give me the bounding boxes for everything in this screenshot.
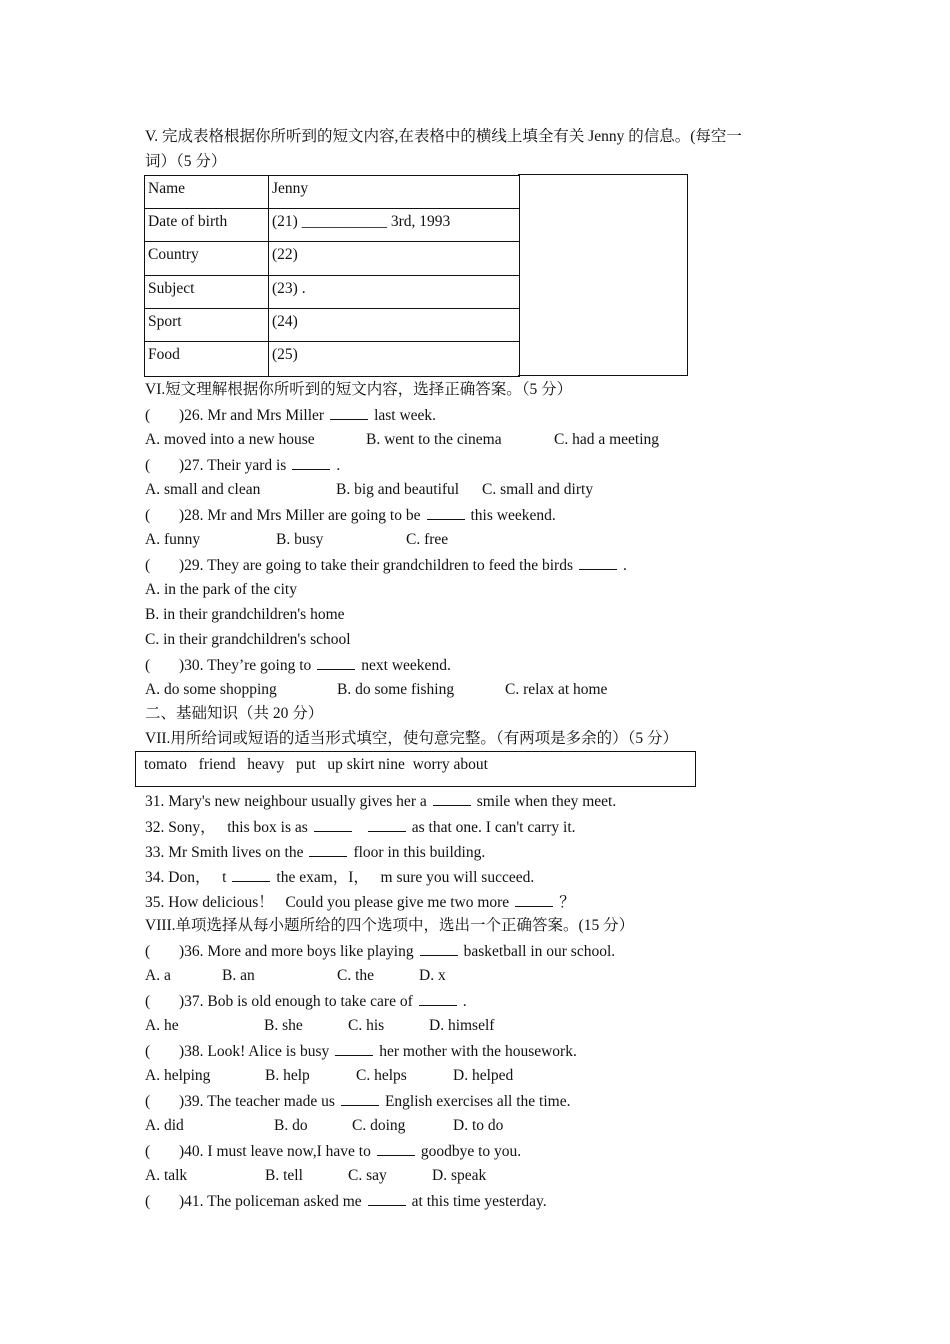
question-30: ( )30. They’re going to next weekend.: [145, 657, 451, 674]
question-32: 32. Sony， this box is as as that one. I can't carry it.: [145, 819, 576, 836]
options-39: A. did B. do C. doing D. to do: [145, 1117, 504, 1134]
info-table: [144, 175, 520, 377]
options-36: A. a B. an C. the D. x: [145, 967, 446, 984]
photo-box: [518, 174, 688, 376]
question-27: ( )27. Their yard is .: [145, 457, 341, 474]
row-label: Date of birth: [145, 209, 269, 242]
options-38: A. helping B. help C. helps D. helped: [145, 1067, 514, 1084]
row-value: (21) ___________ 3rd, 1993: [269, 209, 520, 242]
row-label: Name: [145, 176, 269, 209]
question-31: 31. Mary's new neighbour usually gives her a smile when they meet.: [145, 793, 617, 810]
options-40: A. talk B. tell C. say D. speak: [145, 1167, 487, 1184]
table-row: [145, 209, 520, 242]
part-2-title: 二、基础知识（共 20 分）: [145, 705, 324, 722]
row-label: Country: [145, 242, 269, 276]
table-row: [145, 342, 520, 377]
row-value: (23) .: [269, 276, 520, 309]
options-30: A. do some shopping B. do some fishing C. relax at home: [145, 681, 608, 698]
question-36: ( )36. More and more boys like playing basketball in our school.: [145, 943, 616, 960]
question-29: ( )29. They are going to take their grandchildren to feed the birds .: [145, 557, 627, 574]
question-39: ( )39. The teacher made us English exercises all the time.: [145, 1093, 571, 1110]
row-value: Jenny: [269, 176, 520, 209]
question-33: 33. Mr Smith lives on the floor in this building.: [145, 844, 486, 861]
question-41: ( )41. The policeman asked me at this time yesterday.: [145, 1193, 547, 1210]
question-28: ( )28. Mr and Mrs Miller are going to be this weekend.: [145, 507, 556, 524]
section-6-title: VI.短文理解根据你所听到的短文内容，选择正确答案。（5 分）: [145, 381, 573, 398]
section-8-title: VIII.单项选择从每小题所给的四个选项中，选出一个正确答案。(15 分）: [145, 917, 635, 934]
question-34: 34. Don， t the exam，I， m sure you will succeed.: [145, 869, 535, 886]
row-label: Food: [145, 342, 269, 377]
options-26: A. moved into a new house B. went to the cinema C. had a meeting: [145, 431, 660, 448]
question-37: ( )37. Bob is old enough to take care of .: [145, 993, 467, 1010]
table-row: [145, 276, 520, 309]
options-28: A. funny B. busy C. free: [145, 531, 449, 548]
question-35: 35. How delicious！ Could you please give me two more ？: [145, 894, 575, 911]
word-bank: tomato friend heavy put up skirt nine worry about: [135, 751, 696, 787]
section-5-title-cont: 词）（5 分）: [145, 153, 227, 170]
row-label: Subject: [145, 276, 269, 309]
table-row: [145, 242, 520, 276]
table-row: [145, 176, 520, 209]
options-37: A. he B. she C. his D. himself: [145, 1017, 495, 1034]
row-value: (24): [269, 309, 520, 342]
option-29c: C. in their grandchildren's school: [145, 631, 351, 648]
section-5-title: V. 完成表格根据你所听到的短文内容,在表格中的横线上填全有关 Jenny 的信息。(每空一: [145, 128, 742, 145]
options-27: A. small and clean B. big and beautiful C. small and dirty: [145, 481, 594, 498]
question-40: ( )40. I must leave now,I have to goodbye to you.: [145, 1143, 522, 1160]
section-7-title: VII.用所给词或短语的适当形式填空，使句意完整。（有两项是多余的）（5 分）: [145, 730, 679, 747]
option-29a: A. in the park of the city: [145, 581, 297, 598]
row-label: Sport: [145, 309, 269, 342]
question-38: ( )38. Look! Alice is busy her mother with the housework.: [145, 1043, 577, 1060]
table-row: [145, 309, 520, 342]
row-value: (25): [269, 342, 520, 377]
question-26: ( )26. Mr and Mrs Miller last week.: [145, 407, 437, 424]
option-29b: B. in their grandchildren's home: [145, 606, 345, 623]
row-value: (22): [269, 242, 520, 276]
